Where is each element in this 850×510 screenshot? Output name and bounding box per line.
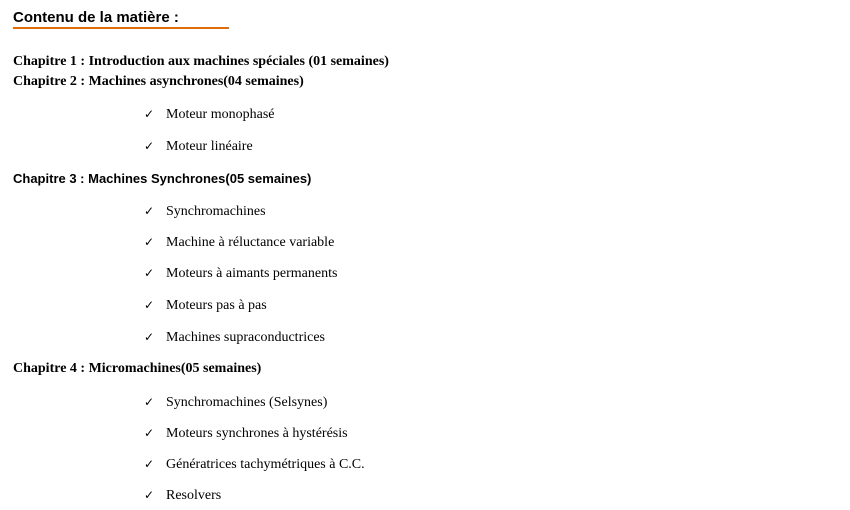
checkmark-icon: ✓ (144, 488, 155, 502)
list-item (144, 233, 334, 252)
list-item-label: Moteurs synchrones à hystérésis (166, 426, 348, 441)
checkmark-icon: ✓ (144, 139, 155, 153)
list-item (144, 202, 266, 221)
checkmark-icon: ✓ (144, 204, 155, 218)
list-item-label: Machine à réluctance variable (166, 235, 335, 250)
list-item-label: Génératrices tachymétriques à C.C. (166, 457, 365, 472)
list-item-label: Moteurs à aimants permanents (166, 266, 338, 281)
checkmark-icon: ✓ (144, 426, 155, 440)
checkmark-icon: ✓ (144, 395, 155, 409)
list-item-label: Synchromachines (Selsynes) (166, 395, 328, 410)
list-item (144, 296, 267, 315)
checkmark-icon: ✓ (144, 107, 155, 121)
checkmark-icon: ✓ (144, 235, 155, 249)
list-item-label: Moteurs pas à pas (166, 298, 267, 313)
list-item-label: Synchromachines (166, 204, 266, 219)
list-item (144, 486, 221, 505)
list-item (144, 137, 253, 156)
list-item (144, 264, 337, 283)
list-item (144, 455, 365, 474)
chapter-4-title: Chapitre 4 : Micromachines(05 semaines) (13, 361, 262, 376)
list-item-label: Machines supraconductrices (166, 330, 325, 345)
list-item-label: Moteur linéaire (166, 139, 253, 154)
list-item (144, 393, 327, 412)
list-item (144, 328, 325, 347)
list-item (144, 424, 348, 443)
content-heading: Contenu de la matière : (13, 9, 179, 26)
list-item-label: Resolvers (166, 488, 222, 503)
list-item (144, 105, 274, 124)
chapter-2-title: Chapitre 2 : Machines asynchrones(04 semaines) (13, 74, 304, 89)
checkmark-icon: ✓ (144, 330, 155, 344)
checkmark-icon: ✓ (144, 457, 155, 471)
checkmark-icon: ✓ (144, 266, 155, 280)
list-item-label: Moteur monophasé (166, 107, 275, 122)
checkmark-icon: ✓ (144, 298, 155, 312)
chapter-3-title: Chapitre 3 : Machines Synchrones(05 semaines) (13, 171, 312, 186)
chapter-1-title: Chapitre 1 : Introduction aux machines spéciales (01 semaines) (13, 54, 389, 69)
heading-underline (13, 27, 229, 29)
